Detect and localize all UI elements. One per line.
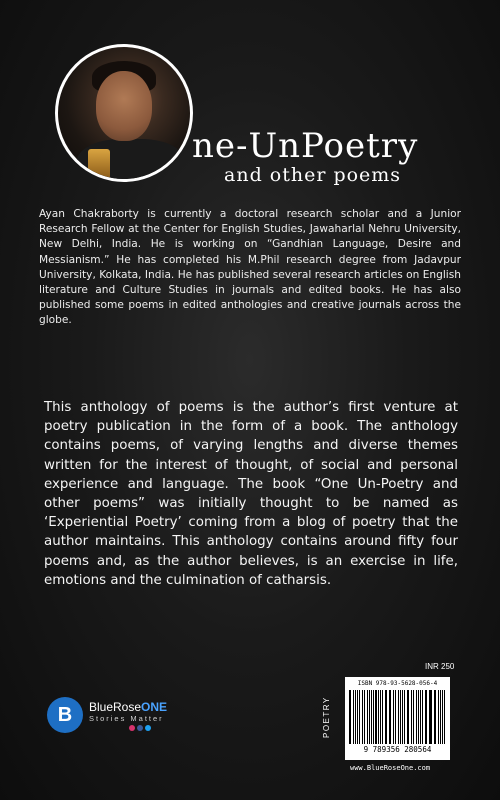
barcode-bar — [353, 690, 354, 744]
barcode-number: 9 789356 280564 — [363, 745, 432, 754]
publisher-name — [89, 700, 167, 714]
barcode-bar — [393, 690, 394, 744]
barcode-bar — [386, 690, 387, 744]
genre-label: POETRY — [322, 696, 331, 738]
twitter-icon — [145, 725, 151, 731]
barcode-bar — [420, 690, 421, 744]
barcode-bar — [367, 690, 368, 744]
author-photo-face — [96, 71, 152, 141]
barcode-bar — [359, 690, 360, 744]
barcode-bar — [402, 690, 403, 744]
barcode-bar — [395, 690, 396, 744]
book-subtitle: and other poems — [224, 164, 402, 186]
book-title: ne-UnPoetry — [192, 126, 419, 166]
author-photo-glass — [88, 149, 110, 179]
publisher-brand — [47, 697, 167, 733]
social-icons — [129, 725, 167, 731]
instagram-icon — [129, 725, 135, 731]
isbn-label: ISBN 978-93-5628-056-4 — [357, 680, 438, 687]
barcode-bar — [413, 690, 414, 744]
barcode-bar — [411, 690, 412, 744]
barcode-bar — [438, 690, 439, 744]
book-blurb: This anthology of poems is the author’s first venture at poetry publication in the form of a book. The anthology contains poems, of varying lengths and diverse themes written for the interest of thought, of social and personal experience and language. The book “One Un-Poetry and other poems” was initially thought to be named as ‘Experiential Poetry’ coming from a blog of poetry that the author maintains. This anthology contains around fifty four poems and, as the author believes, is an exercise in life, emotions and the culmination of catharsis. — [44, 400, 458, 588]
barcode-bar — [430, 690, 431, 744]
publisher-text — [89, 700, 167, 731]
publisher-logo-icon: B — [47, 697, 83, 733]
barcode — [345, 677, 450, 760]
publisher-name-part2: ONE — [141, 699, 168, 714]
author-bio: Ayan Chakraborty is currently a doctoral research scholar and a Junior Research Fellow at the Center for English Studies, Jawaharlal Nehru University, New Delhi, India. He is working on “Gandhian Language, Desire and Messianism.” He has completed his M.Phil research degree from Jadavpur University, Kolkata, India. He has published several research articles on English literature and Culture Studies in journals and edited books. He has also published some poems in edited anthologies and creative journals across the globe. — [39, 208, 461, 327]
publisher-name-part1: BlueRose — [89, 699, 142, 714]
barcode-bar — [380, 690, 381, 744]
barcode-bars — [349, 690, 446, 744]
publisher-website: www.BlueRoseOne.com — [350, 764, 431, 772]
facebook-icon — [137, 725, 143, 731]
author-photo — [55, 44, 193, 182]
price-label: INR 250 — [425, 662, 455, 671]
publisher-tagline: Stories Matter — [89, 713, 164, 723]
barcode-bar — [426, 690, 427, 744]
barcode-bar — [364, 690, 365, 744]
barcode-bar — [375, 690, 376, 744]
